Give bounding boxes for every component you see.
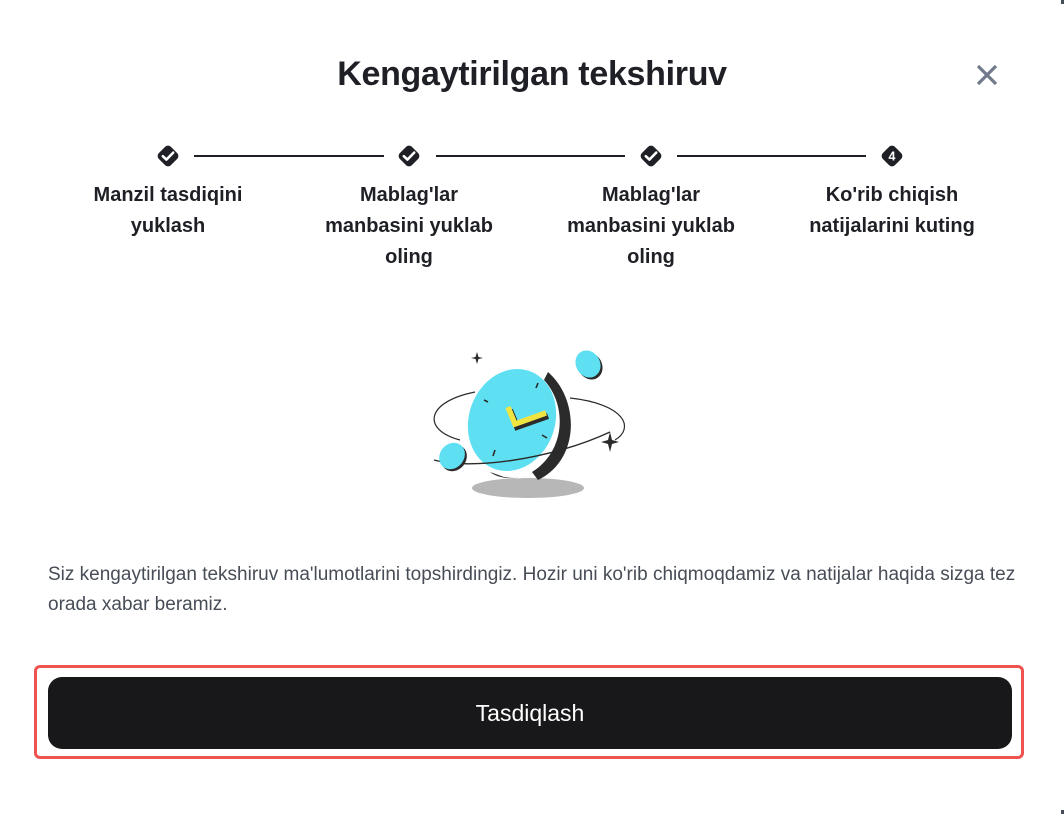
step-connector <box>436 155 625 157</box>
clock-orbit-illustration <box>420 340 640 510</box>
progress-stepper <box>0 138 1064 278</box>
step-label: Mablag'lar manbasini yuklab oling <box>325 184 493 268</box>
status-description: Siz kengaytirilgan tekshiruv ma'lumotlarini topshirdingiz. Hozir uni ko'rib chiqmoqdamiz va natijalar haqida sizga tez orada xabar beramiz. <box>48 564 1016 615</box>
step-label: Manzil tasdiqini yuklash <box>93 184 243 237</box>
check-icon <box>637 142 665 170</box>
step-number-icon <box>878 142 906 170</box>
close-button[interactable] <box>970 58 1004 92</box>
step-number: 4 <box>888 149 896 164</box>
check-icon <box>154 142 182 170</box>
check-icon <box>395 142 423 170</box>
modal-title: Kengaytirilgan tekshiruv <box>337 55 727 93</box>
step-connector <box>194 155 384 157</box>
close-icon <box>975 63 999 87</box>
step-label: Ko'rib chiqish natijalarini kuting <box>809 184 975 237</box>
confirm-button[interactable]: Tasdiqlash <box>48 677 1012 749</box>
step-connector <box>677 155 866 157</box>
step-label: Mablag'lar manbasini yuklab oling <box>567 184 735 268</box>
